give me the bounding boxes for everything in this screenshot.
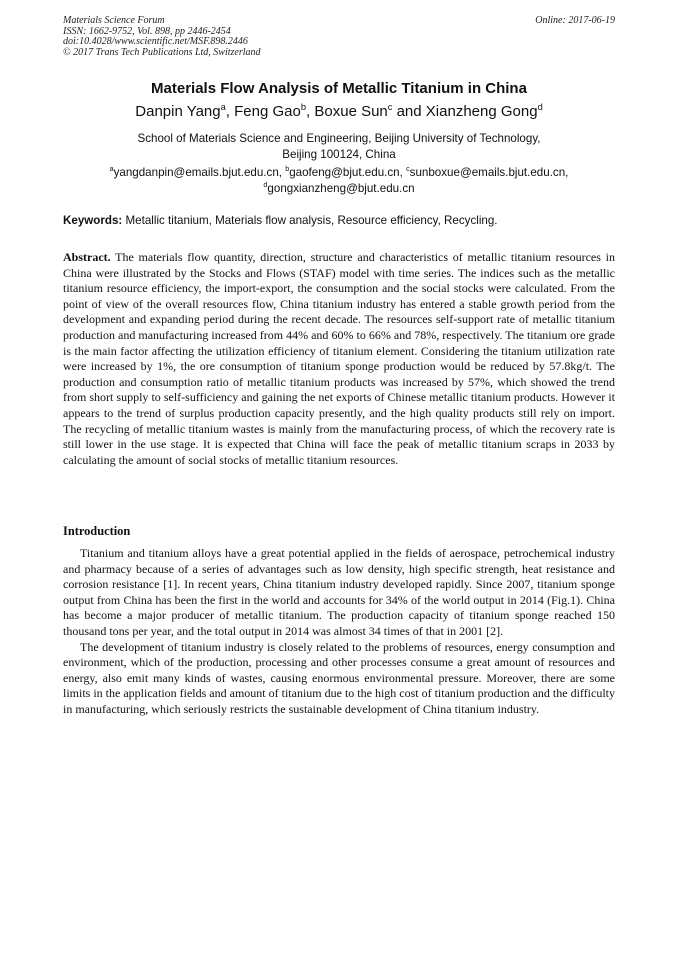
email-mark: c (406, 164, 410, 174)
email-address[interactable]: gaofeng@bjut.edu.cn (289, 166, 400, 179)
journal-name: Materials Science Forum (63, 15, 165, 26)
author-affiliation-mark: c (387, 102, 393, 112)
email-address[interactable]: yangdanpin@emails.bjut.edu.cn (113, 166, 279, 179)
author-name: Boxue Sun (314, 103, 388, 120)
email-address[interactable]: sunboxue@emails.bjut.edu.cn (409, 166, 566, 179)
keywords (63, 214, 615, 227)
author-affiliation-mark: b (300, 102, 307, 112)
introduction-heading: Introduction (63, 524, 131, 538)
abstract-text: The materials flow quantity, direction, structure and characteristics of metallic titanium resources in China were illustrated by the Stocks and Flows (STAF) model with time series. The indices such as the metallic titanium resource efficiency, the import-export, the consumption and the social stocks were calculated. From the point of view of the overall resources flow, China titanium industry has entered a stable growth period from the development and expanding period during the recent decade. The resources self-support rate of metallic titanium production and manufacturing increased from 44% and 60% to 66% and 78%, respectively. The titanium ore grade is the main factor affecting the utilization efficiency of titanium element. Considering the titanium utilization rate were increased by 1%, the ore consumption of titanium sponge production would be reduced by 57.8kg/t. The production and consumption ratio of metallic titanium products was increased by 57%, which showed the trend from short supply to self-sufficiency and gaining the net exports of Chinese metallic titanium products. However it appears to the trend of surplus production capacity presently, and the high quality products still rely on import. The recycling of metallic titanium wastes is mainly from the manufacturing process, of which the recovery rate is still lower in the use stage. It is expected that China will face the peak of metallic titanium scraps in 2033 by calculating the amount of social stocks of metallic titanium resources. (63, 250, 615, 467)
author-affiliation-mark: d (537, 102, 543, 112)
affiliation (63, 131, 615, 163)
keywords-label: Keywords: (63, 214, 123, 227)
email-address[interactable]: gongxianzheng@bjut.edu.cn (267, 182, 415, 195)
introduction-paragraph: Titanium and titanium alloys have a great potential applied in the fields of aerospace, petrochemical industry and pharmacy because of a series of advantages such as low density, high specific strength, heat resistance and corrosion resistance [1]. In recent years, China titanium industry developed rapidly. Since 2007, titanium sponge output from China has been the first in the world and accounts for 34% of the world output in 2014 (Fig.1). China has become a major producer of metallic titanium. The production capacity of titanium sponge reached 150 thousand tons per year, and the total output in 2014 was almost 34 times of that in 2001 [2]. (63, 546, 615, 638)
author-name: Feng Gao (234, 103, 301, 120)
email-list (63, 165, 615, 197)
abstract (63, 250, 615, 468)
journal-header (63, 16, 615, 58)
introduction-paragraph: The development of titanium industry is closely related to the problems of resources, energy consumption and environment, which of the production, processing and other processes consume a great amount of resources and energy, also emit many kinds of wastes, causing enormous environmental pressure. Moreover, there are some limits in the application fields and amount of titanium due to the high cost of titanium production and the difficulty in manufacturing, which seriously restricts the sustainable development of China titanium industry. (63, 639, 616, 716)
online-date: Online: 2017-06-19 (535, 15, 615, 26)
paper-title: Materials Flow Analysis of Metallic Titanium in China (151, 80, 527, 97)
copyright-line: © 2017 Trans Tech Publications Ltd, Switzerland (63, 46, 261, 58)
author-separator: , (225, 103, 235, 120)
introduction-body (63, 546, 615, 718)
doi-link[interactable]: doi:10.4028/www.scientific.net/MSF.898.2446 (63, 36, 248, 48)
author-separator: , (306, 103, 315, 120)
email-separator: , (278, 166, 286, 179)
abstract-label: Abstract. (63, 250, 111, 264)
keywords-text: Metallic titanium, Materials flow analysis, Resource efficiency, Recycling. (125, 214, 498, 227)
email-mark: d (263, 180, 268, 190)
issn-line: ISSN: 1662-9752, Vol. 898, pp 2446-2454 (63, 25, 231, 37)
author-separator: and (392, 103, 426, 120)
email-separator: , (565, 166, 569, 179)
email-separator: , (399, 166, 407, 179)
email-mark: a (109, 164, 114, 174)
affiliation-line: School of Materials Science and Engineering, Beijing University of Technology, (137, 132, 541, 145)
author-affiliation-mark: a (220, 102, 226, 112)
author-name: Xianzheng Gong (425, 103, 538, 120)
author-name: Danpin Yang (135, 103, 221, 120)
affiliation-line: Beijing 100124, China (282, 148, 396, 161)
author-list (63, 103, 615, 120)
email-mark: b (285, 164, 290, 174)
